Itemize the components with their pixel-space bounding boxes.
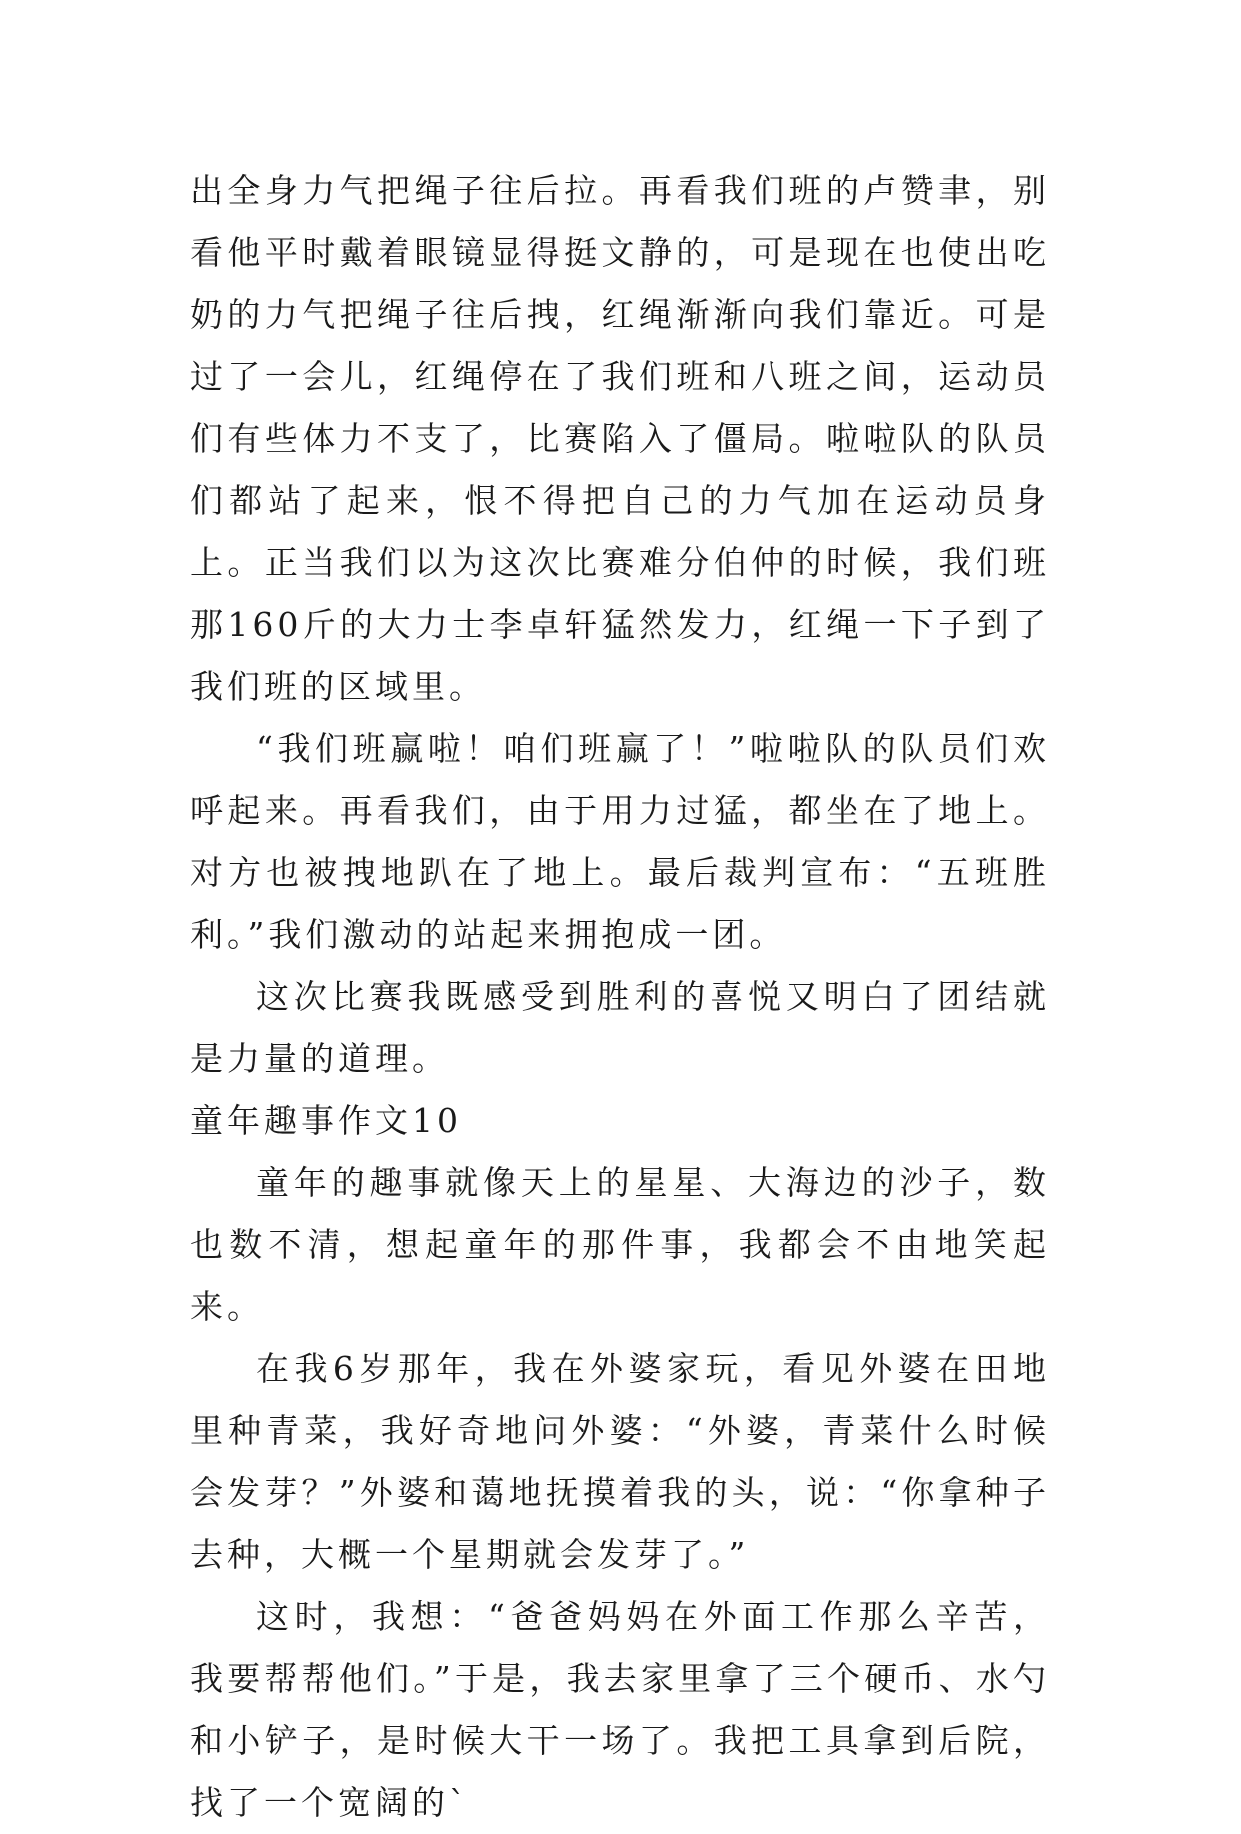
paragraph: 这时，我想：“爸爸妈妈在外面工作那么辛苦，我要帮帮他们。”于是，我去家里拿了三个硬币、水勺和小铲子，是时候大干一场了。我把工具拿到后院，找了一个宽阔的` xyxy=(190,1597,1050,1822)
document-body xyxy=(190,160,1050,1834)
paragraph: 这次比赛我既感受到胜利的喜悦又明白了团结就是力量的道理。 xyxy=(190,977,1050,1078)
section-heading: 童年趣事作文10 xyxy=(190,1101,462,1140)
paragraph: 出全身力气把绳子往后拉。再看我们班的卢赞聿，别看他平时戴着眼镜显得挺文静的，可是现在也使出吃奶的力气把绳子往后拽，红绳渐渐向我们靠近。可是过了一会儿，红绳停在了我们班和八班之间，运动员们有些体力不支了，比赛陷入了僵局。啦啦队的队员们都站了起来，恨不得把自己的力气加在运动员身上。正当我们以为这次比赛难分伯仲的时候，我们班那160斤的大力士李卓轩猛然发力，红绳一下子到了我们班的区域里。 xyxy=(190,171,1050,706)
paragraph: 在我6岁那年，我在外婆家玩，看见外婆在田地里种青菜，我好奇地问外婆：“外婆，青菜什么时候会发芽？”外婆和蔼地抚摸着我的头，说：“你拿种子去种，大概一个星期就会发芽了。” xyxy=(190,1349,1050,1574)
paragraph: “我们班赢啦！咱们班赢了！”啦啦队的队员们欢呼起来。再看我们，由于用力过猛，都坐在了地上。对方也被拽地趴在了地上。最后裁判宣布：“五班胜利。”我们激动的站起来拥抱成一团。 xyxy=(190,729,1050,954)
paragraph: 童年的趣事就像天上的星星、大海边的沙子，数也数不清，想起童年的那件事，我都会不由地笑起来。 xyxy=(190,1163,1050,1326)
